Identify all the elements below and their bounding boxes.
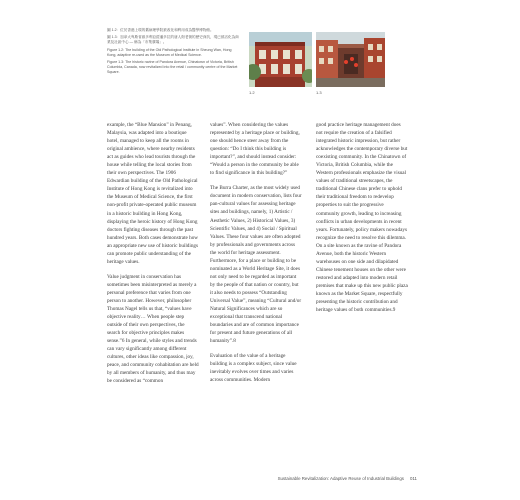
caption-en-2: Figure 1.3: The historic ravine of Pandora Avenue, Chinatown of Victoria, British Columbia, Canada, now revitalized into the retail / community centre of the Market Square.	[107, 60, 238, 75]
text-column-2	[210, 121, 302, 391]
text-column-1	[107, 121, 199, 393]
paragraph: Value judgment in conservation has sometimes been misinterpreted as merely a personal preference that varies from one person to another. However, philosopher Thomas Nagel tells us that, “values have objective reality… When people step outside of their own perspectives, the search for objective principles makes sense.”6 In general, while styles and trends can vary significantly among different cultures, other ideas like compassion, joy, peace, and community cohabitation are held by all members of humanity, and thus may be considered as “common	[107, 273, 199, 385]
paragraph: values”. When considering the values represented by a heritage place or building, one should hence steer away from the question: “Do I think this building is important?”, and should instead consider: “Would a person in the community be able to find significance in this building?”	[210, 122, 300, 177]
photo-old-pathological-institute	[249, 32, 312, 87]
photo-label-1-3: 1.3	[316, 90, 322, 95]
running-title: Sustainable Revitalization: Adaptive Reuse of Industrial Buildings	[277, 476, 404, 481]
caption-en-1: Figure 1.2: The building of the Old Pathological Institute in Sheung Wan, Hong Kong, adaptive re-used as the Museum of Medical Science.	[107, 47, 232, 57]
caption-zh-2: 圖 1.3：加拿大卑斯省維多利亞經潘多拉的唐人街老街的歷史深坑，現已被活化為商業及社區中心 — 稱為「市集廣場」。	[107, 35, 239, 45]
photo-pandora-avenue	[316, 32, 385, 87]
caption-zh-1: 圖 1.2：位於香港上環的舊病理學院被改化和利用成為醫學博物館。	[107, 28, 214, 32]
paragraph: The Burra Charter, as the most widely used document in modern conservation, lists four pan-cultural values for assessing heritage sites and buildings, namely, 1) Artistic / Aesthetic Values, 2) Historical Values, 3) Scientific Values, and 4) Social / Spiritual Values. These four values are often adopted by professionals and governments across the world for heritage assessment. Furthermore, for a place or building to be nominated as a World Heritage Site, it does not only need to be regarded as important by the people of that nation or country, but it also needs to possess “Outstanding Universal Value”, meaning “Cultural and/or Natural Significances which are so exceptional that transcend national boundaries and are of common importance for present and future generations of all humanity”.8	[210, 185, 302, 345]
paragraph: Evaluation of the value of a heritage building is a complex subject, since value inevitably evolves over times and varies across communities. Modern	[210, 353, 297, 384]
page-number: 011	[410, 476, 417, 481]
photo-label-1-2: 1.2	[249, 90, 255, 95]
paragraph: example, the “Blue Mansion” in Penang, Malaysia, was adapted into a boutique hotel, managed to keep all the rooms in original ambience, where nearby residents act as guides who lead tourists through the house while telling the local stories from their own perspectives. The 1906 Edwardian building of the Old Pathological Institute of Hong Kong is revitalized into the Museum of Medical Science, the first non-profit private-operated public museum in a historic building in Hong Kong, displaying the heroic history of Hong Kong doctors fighting diseases through the past hundred years. Both cases demonstrate how an appropriate new use of historic buildings can promote public understanding of the heritage values.	[107, 122, 199, 265]
page-footer	[278, 476, 417, 481]
figure-captions	[107, 28, 239, 78]
text-column-3	[316, 121, 408, 321]
paragraph: good practice heritage management does not require the creation of a falsified integrated historic impression, but rather acknowledges the contemporary diverse but coexisting community. In the Chinatown of Victoria, British Columbia, while the Western professionals emphasize the visual values of traditional streetscapes, the traditional Chinese clans prefer to uphold their traditional freedom to redevelop properties to suit the progressive community growth, leading to increasing conflicts in urban developments in recent years. Fortunately, policy makers nowadays recognize the need to resolve this dilemma. On a site known as the ravine of Pandora Avenue, both the historic Western warehouses on one side and dilapidated Chinese tenement houses on the other were restored and adapted into modern retail premises that make up this new public plaza known as the Market Square, respectfully presenting the historic contribution and heritage values of both communities.9	[316, 122, 408, 314]
